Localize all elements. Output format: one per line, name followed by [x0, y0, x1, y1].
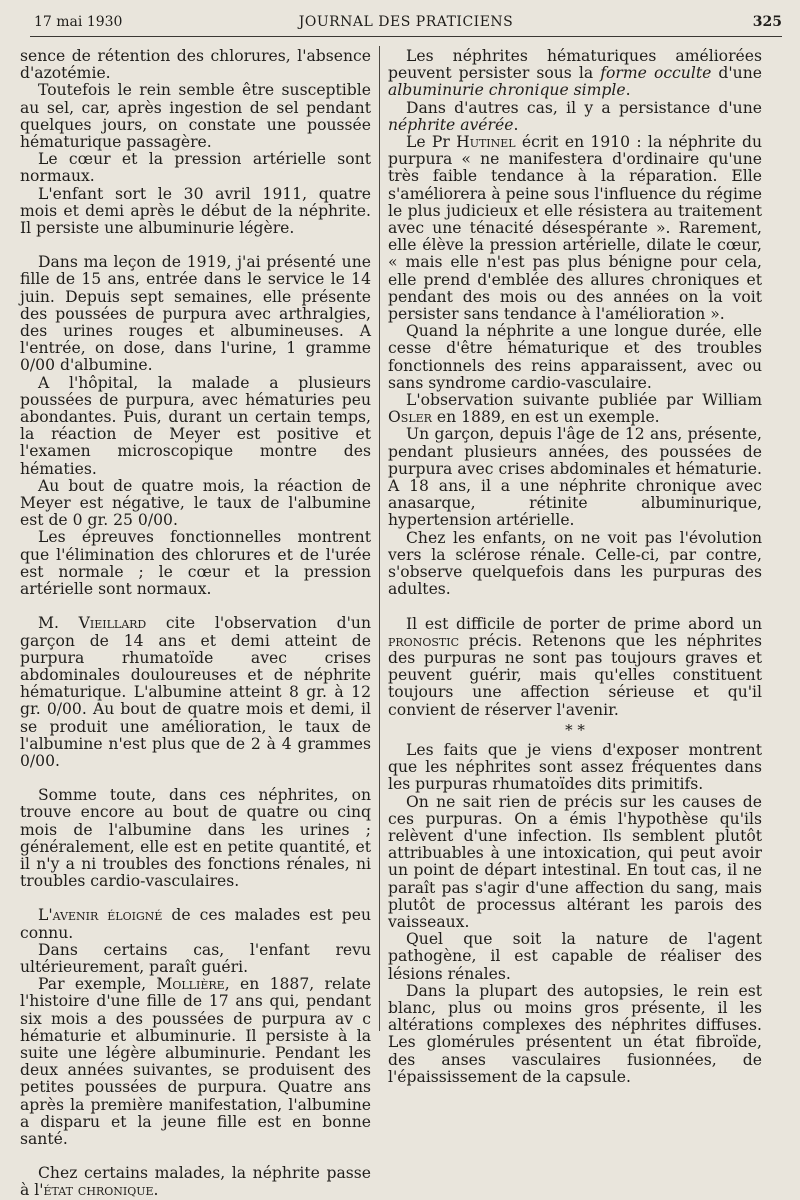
paragraph: Quel que soit la nature de l'agent pathogène, il est capable de réaliser des lésions rénales.	[388, 930, 762, 983]
section-term: état chronique	[43, 1181, 154, 1200]
column-divider	[379, 46, 380, 1031]
section-separator: * *	[565, 720, 585, 739]
paragraph-text: écrit en 1910 : la néphrite du purpura « ne manifestera d'ordinaire qu'une très faible tendance à la réparation. Elle s'améliorera à peine sous l'influence du régime le plus judicieux et elle résistera au traitement avec une ténacité désespérante ». Rarement, elle élève la pression artérielle, dilate le cœur, « mais elle n'est pas plus bénigne pour cela, elle prend d'emblée des allures chroniques et pendant des mois ou des années on la voit persister sans tendance à l'amélioration ».	[388, 133, 763, 324]
page-header	[30, 10, 782, 37]
paragraph-text: .	[153, 1181, 159, 1200]
paragraph: Dans la plupart des autopsies, le rein est blanc, plus ou moins gros présente, il les altérations complexes des néphrites diffuses. Les glomérules présentent un état fibroïde, des anses vasculaires fusionnées, de l'épaississement de la capsule.	[388, 981, 762, 1086]
paragraph: Somme toute, dans ces néphrites, on trouve encore au bout de quatre ou cinq mois de l'albumine dans les urines ; généralement, elle est en petite quantité, et il n'y a ni troubles des fonctions rénales, ni troubles cardio-vasculaires.	[20, 786, 371, 891]
italic-term: forme occulte	[600, 64, 712, 83]
paragraph	[20, 907, 371, 941]
paragraph: Au bout de quatre mois, la réaction de Meyer est négative, le taux de l'albumine est de 0 gr. 25 0/00.	[20, 476, 371, 530]
journal-title: JOURNAL DES PRATICIENS	[298, 14, 514, 30]
paragraph-text: L'observation suivante publiée par William	[406, 391, 762, 410]
paragraph: On ne sait rien de précis sur les causes de ces purpuras. On a émis l'hypothèse qu'ils relèvent d'une infection. Ils semblent plutôt attribuables à une intoxication, qui peut avoir un point de départ intestinal. En tout cas, il ne paraît pas s'agir d'une affection du sang, mais plutôt de processus altérant les parois des vaisseaux.	[388, 792, 762, 931]
paragraph-text: de ces malades est peu connu.	[20, 906, 371, 942]
paragraph-text: .	[625, 81, 631, 100]
paragraph-text: précis. Retenons que les néphrites des purpuras ne sont pas toujours graves et peuvent guérir, mais qu'elles constituent toujours une affection sérieuse et qu'il convient de réserver l'avenir.	[388, 631, 762, 719]
paragraph: A l'hôpital, la malade a plusieurs poussées de purpura, avec hématuries peu abondantes. Puis, durant un certain temps, la réaction de Meyer est positive et l'examen microscopique montre des hématies.	[20, 373, 371, 478]
paragraph: Toutefois le rein semble être susceptible au sel, car, après ingestion de sel pendant quelques jours, on constate une poussée hématurique passagère.	[20, 81, 371, 152]
paragraph: L'enfant sort le 30 avril 1911, quatre mois et demi après le début de la néphrite. Il persiste une albuminurie légère.	[20, 184, 371, 238]
header-date: 17 mai 1930	[34, 14, 123, 30]
italic-term: néphrite avérée	[388, 115, 514, 134]
paragraph: Les épreuves fonctionnelles montrent que l'élimination des chlorures et de l'urée est normale ; le cœur et la pression artérielle sont normaux.	[20, 528, 371, 599]
paragraph: Le cœur et la pression artérielle sont normaux.	[20, 150, 371, 186]
paragraph-text: Chez certains malades, la néphrite passe à l'	[20, 1164, 371, 1200]
paragraph	[20, 1165, 371, 1199]
author-name: Mollière	[156, 975, 225, 994]
paragraph	[388, 616, 762, 719]
section-term: L'avenir éloigné	[38, 906, 163, 925]
author-name: Osler	[388, 408, 432, 427]
paragraph-text: Par exemple,	[38, 975, 157, 994]
paragraph	[20, 976, 371, 1148]
paragraph-text: cite l'observation d'un garçon de 14 ans et demi atteint de purpura rhumatoïde avec crises abdominales douloureuses et de néphrite hématurique. L'albumine atteint 8 gr. à 12 gr. 0/00. Au bout de quatre mois et demi, il se produit une amélioration, le taux de l'albumine n'est plus que de 2 à 4 grammes 0/00.	[20, 614, 371, 770]
paragraph: Les faits que je viens d'exposer montrent que les néphrites sont assez fréquentes dans les purpuras rhumatoïdes dits primitifs.	[388, 740, 762, 794]
paragraph: sence de rétention des chlorures, l'absence d'azotémie.	[20, 47, 371, 83]
section-term: pronostic	[388, 631, 459, 650]
paragraph-text: .	[513, 115, 519, 134]
paragraph	[388, 100, 762, 134]
paragraph-text: Il est difficile de porter de prime abord un	[406, 614, 762, 633]
paragraph: Dans certains cas, l'enfant revu ultérieurement, paraît guéri.	[20, 940, 371, 976]
paragraph: Dans ma leçon de 1919, j'ai présenté une fille de 15 ans, entrée dans le service le 14 juin. Depuis sept semaines, elle présente des poussées de purpura avec arthralgies, des urines rouges et albumineuses. A l'entrée, on dose, dans l'urine, 1 gramme 0/00 d'albumine.	[20, 253, 371, 375]
author-name: M. Vieillard	[38, 614, 147, 633]
paragraph-text: Dans d'autres cas, il y a persistance d'une	[406, 98, 762, 117]
paragraph-text: d'une	[711, 64, 762, 83]
paragraph-text: en 1889, en est un exemple.	[431, 408, 660, 427]
right-column	[388, 48, 762, 1086]
paragraph	[388, 392, 762, 426]
paragraph-text: Le Pr	[406, 133, 457, 152]
paragraph	[388, 48, 762, 100]
page-number: 325	[752, 14, 782, 30]
paragraph: Quand la néphrite a une longue durée, elle cesse d'être hématurique et des troubles fonctionnels des reins apparaissent, avec ou sans syndrome cardio-vasculaire.	[388, 322, 762, 392]
left-column	[20, 48, 371, 1200]
paragraph-text: , en 1887, relate l'histoire d'une fille de 17 ans qui, pendant six mois a des poussées de purpura av c hématurie et albuminurie. Il persiste à la suite une légère albuminurie. Pendant les deux années suivantes, se produisent des petites poussées de purpura. Quatre ans après la première manifestation, l'albumine a disparu et la jeune fille est en bonne santé.	[20, 975, 371, 1148]
paragraph: Un garçon, depuis l'âge de 12 ans, présente, pendant plusieurs années, des poussées de purpura avec crises abdominales et hématurie. A 18 ans, il a une néphrite chronique avec anasarque, rétinite albuminurique, hypertension artérielle.	[388, 425, 762, 530]
paragraph: Chez les enfants, on ne voit pas l'évolution vers la sclérose rénale. Celle-ci, par contre, s'observe quelquefois dans les purpuras des adultes.	[388, 528, 762, 599]
paragraph	[20, 615, 371, 770]
author-name: Hutinel	[456, 133, 516, 152]
italic-term: albuminurie chronique simple	[388, 81, 626, 100]
paragraph-text: Les néphrites hématuriques améliorées peuvent persister sous la	[388, 47, 762, 83]
paragraph	[388, 134, 762, 323]
